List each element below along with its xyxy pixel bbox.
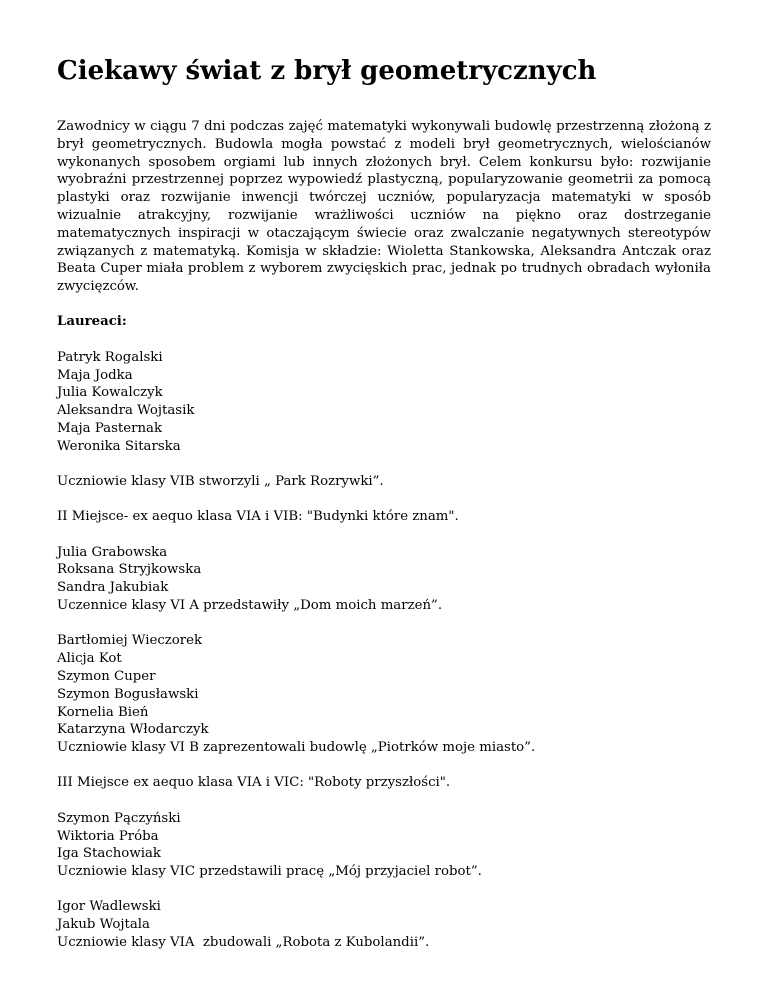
laureate-name: Julia Kowalczyk <box>57 385 163 401</box>
laureate-name: Iga Stachowiak <box>57 846 161 862</box>
laureate-name: Wiktoria Próba <box>57 828 159 844</box>
laureate-name: Szymon Bogusławski <box>57 686 199 702</box>
place-3-heading: III Miejsce ex aequo klasa VIA i VIC: "Roboty przyszłości". <box>57 775 451 791</box>
place-2-heading: II Miejsce- ex aequo klasa VIA i VIB: "Budynki które znam". <box>57 509 459 525</box>
laureate-name: Katarzyna Włodarczyk <box>57 722 209 738</box>
group-3-note: Uczniowie klasy VI B zaprezentowali budowlę „Piotrków moje miasto”. <box>57 740 536 756</box>
group-5-note: Uczniowie klasy VIA zbudowali „Robota z Kubolandii”. <box>57 934 430 950</box>
laureate-name: Julia Grabowska <box>57 544 168 560</box>
group-2 <box>57 544 711 615</box>
group-4 <box>57 810 711 881</box>
laureate-name: Jakub Wojtala <box>57 917 150 933</box>
laureate-name: Bartłomiej Wieczorek <box>57 633 203 649</box>
laureate-name: Roksana Stryjkowska <box>57 562 202 578</box>
laureate-name: Igor Wadlewski <box>57 899 161 915</box>
laureate-name: Aleksandra Wojtasik <box>57 403 195 419</box>
laureate-name: Szymon Cuper <box>57 668 156 684</box>
laureate-name: Kornelia Bień <box>57 704 149 720</box>
laureate-name: Maja Pasternak <box>57 420 163 436</box>
group-3 <box>57 632 711 757</box>
laureate-name: Maja Jodka <box>57 367 133 383</box>
laureate-name: Alicja Kot <box>57 651 122 667</box>
laureate-name: Weronika Sitarska <box>57 438 181 454</box>
laureates-heading: Laureaci: <box>57 314 127 330</box>
group-5 <box>57 898 711 951</box>
laureate-name: Patryk Rogalski <box>57 349 163 365</box>
intro-paragraph: Zawodnicy w ciągu 7 dni podczas zajęć matematyki wykonywali budowlę przestrzenną złożoną z brył geometrycznych. Budowla mogła powstać z modeli brył geometrycznych, wielościanów wykonanych sposobem orgiami lub innych złożonych brył. Celem konkursu było: rozwijanie wyobraźni przestrzennej poprzez wypowiedź plastyczną, popularyzowanie geometrii za pomocą plastyki oraz rozwijanie inwencji twórczej uczniów, popularyzacja matematyki w sposób wizualnie atrakcyjny, rozwijanie wrażliwości uczniów na piękno oraz dostrzeganie matematycznych inspiracji w otaczającym świecie oraz zwalczanie negatywnych stereotypów związanych z matematyką. Komisja w składzie: Wioletta Stankowska, Aleksandra Antczak oraz Beata Cuper miała problem z wyborem zwycięskich prac, jednak po trudnych obradach wyłoniła zwycięzców. <box>57 119 711 295</box>
group-2-note: Uczennice klasy VI A przedstawiły „Dom moich marzeń”. <box>57 598 443 614</box>
laureate-name: Szymon Pączyński <box>57 810 181 826</box>
group-1-note: Uczniowie klasy VIB stworzyli „ Park Rozrywki”. <box>57 474 384 490</box>
group-4-note: Uczniowie klasy VIC przedstawili pracę „Mój przyjaciel robot”. <box>57 864 482 880</box>
group-1 <box>57 349 711 456</box>
laureate-name: Sandra Jakubiak <box>57 580 169 596</box>
page-title: Ciekawy świat z brył geometrycznych <box>57 56 597 86</box>
